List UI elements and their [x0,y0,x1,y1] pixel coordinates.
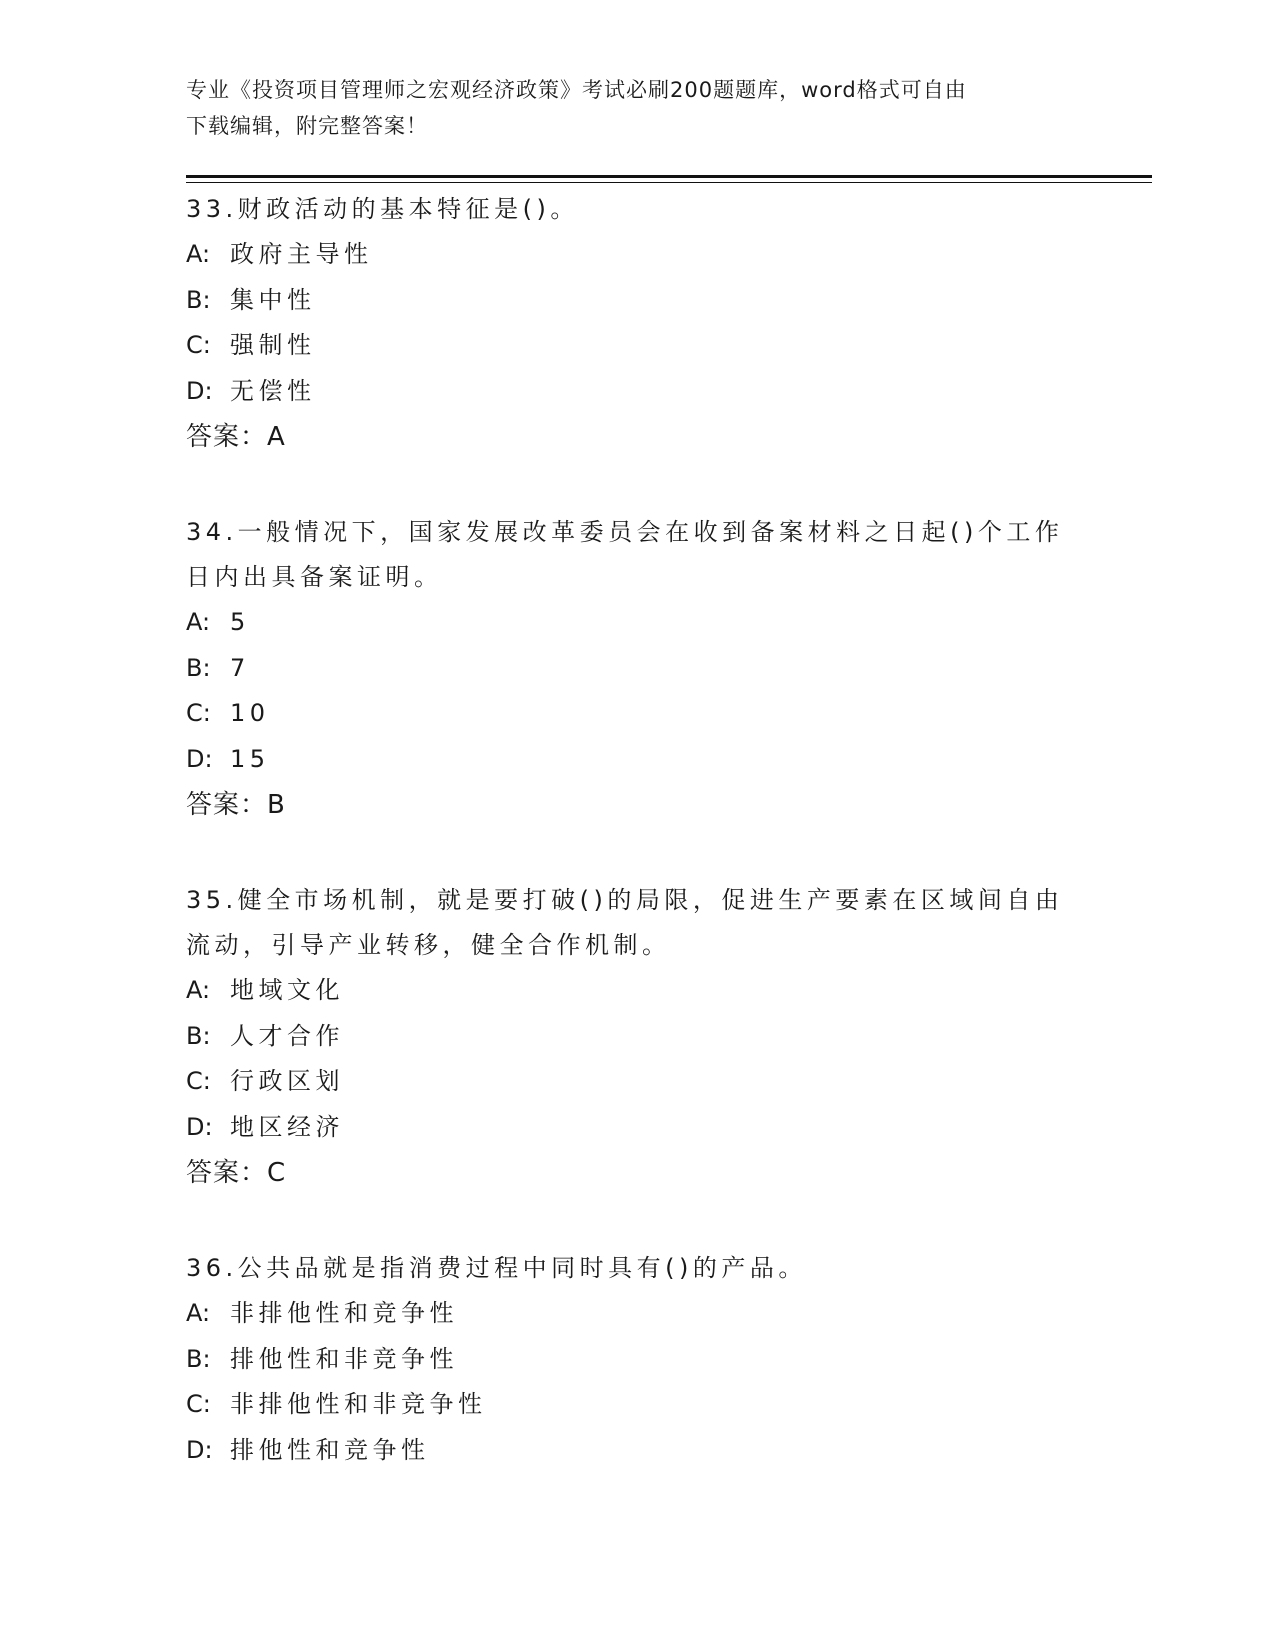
option-d [186,737,1086,783]
option-letter: D: [186,744,213,773]
option-b [186,1014,1086,1060]
option-text: 政府主导性 [230,240,373,268]
option-c [186,323,1086,369]
option-letter: C: [186,1390,211,1418]
document-header [186,72,1066,144]
question-36 [186,1246,1086,1473]
header-divider-thin [186,182,1152,183]
option-text: 地域文化 [230,976,344,1004]
option-a [186,1291,1086,1337]
option-text: 行政区划 [230,1067,344,1095]
question-stem: 36.公共品就是指消费过程中同时具有()的产品。 [186,1254,807,1282]
option-letter: C: [186,699,211,727]
option-text: 人才合作 [230,1021,344,1050]
option-c [186,691,1086,737]
question-stem: 33.财政活动的基本特征是()。 [186,195,579,223]
option-d [186,1105,1086,1151]
option-letter: B: [186,653,211,682]
option-c [186,1059,1086,1105]
option-text: 排他性和非竞争性 [230,1344,458,1373]
option-text: 7 [230,653,250,682]
option-text: 集中性 [230,285,316,314]
option-a [186,600,1086,646]
option-letter: A: [186,608,211,636]
option-d [186,1428,1086,1474]
option-text: 排他性和竞争性 [230,1435,430,1464]
option-letter: D: [186,376,213,405]
option-letter: D: [186,1112,213,1141]
question-33 [186,187,1086,460]
question-stem: 35.健全市场机制，就是要打破()的局限，促进生产要素在区域间自由 [186,886,1064,914]
question-34 [186,510,1086,828]
question-stem-continued: 流动，引导产业转移，健全合作机制。 [186,931,671,959]
option-letter: B: [186,1021,211,1050]
answer-line: 答案：A [186,422,286,452]
option-letter: C: [186,1067,211,1095]
option-text: 地区经济 [230,1112,344,1141]
option-text: 5 [230,608,250,636]
question-list [186,187,1086,1523]
option-letter: A: [186,1299,211,1327]
option-letter: B: [186,1344,211,1373]
option-text: 非排他性和竞争性 [230,1299,458,1327]
option-text: 15 [230,744,270,773]
option-b [186,1337,1086,1383]
header-line-1: 专业《投资项目管理师之宏观经济政策》考试必刷200题题库，word格式可自由 [186,78,967,102]
option-c [186,1382,1086,1428]
question-35 [186,878,1086,1196]
option-letter: A: [186,976,211,1004]
option-letter: D: [186,1435,213,1464]
option-letter: C: [186,331,211,359]
header-divider-thick [186,175,1152,178]
option-a [186,968,1086,1014]
question-stem-continued: 日内出具备案证明。 [186,563,443,591]
option-d [186,369,1086,415]
option-letter: B: [186,285,211,314]
option-letter: A: [186,240,211,268]
option-text: 强制性 [230,331,316,359]
header-line-2: 下载编辑，附完整答案！ [186,114,428,138]
question-stem: 34.一般情况下，国家发展改革委员会在收到备案材料之日起()个工作 [186,518,1064,546]
option-text: 非排他性和非竞争性 [230,1390,487,1418]
option-b [186,278,1086,324]
option-b [186,646,1086,692]
answer-line: 答案：C [186,1158,287,1188]
answer-line: 答案：B [186,790,286,820]
option-text: 无偿性 [230,376,316,405]
option-text: 10 [230,699,270,727]
option-a [186,232,1086,278]
